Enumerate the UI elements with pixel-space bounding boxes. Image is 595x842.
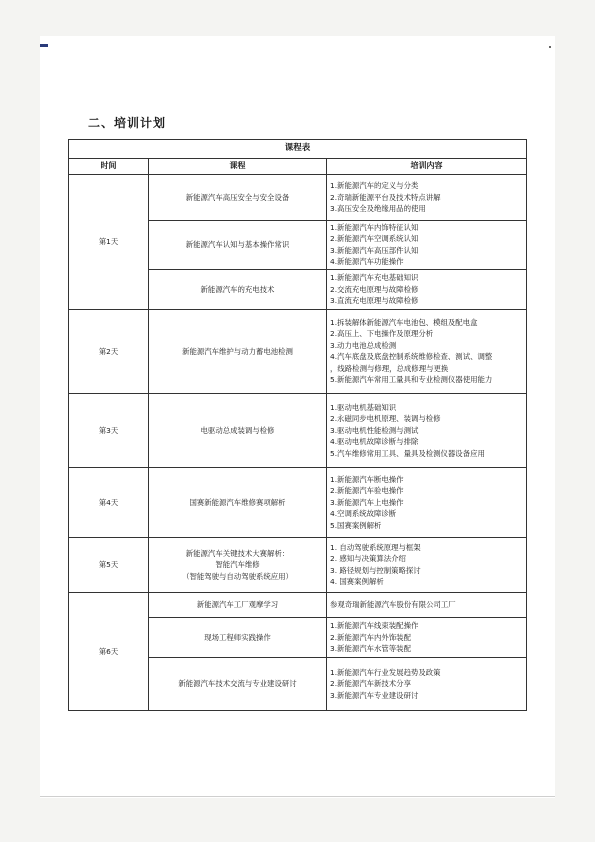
content-item: 5.国赛案例解析	[330, 520, 382, 530]
course-cell	[149, 393, 327, 467]
content-item: 4.空调系统故障诊断	[330, 509, 397, 519]
content-item: 2. 感知与决策算法介绍	[330, 554, 406, 564]
header-time: 时间	[69, 159, 149, 175]
content-item: 3.新能源汽车水管等装配	[330, 644, 411, 654]
content-item: 1.新能源汽车内饰特征认知	[330, 223, 419, 232]
day-cell: 第4天	[69, 467, 149, 537]
dot-mark	[549, 46, 551, 48]
content-item: 1.新能源汽车线束装配操作	[330, 621, 419, 631]
header-content: 培训内容	[327, 159, 527, 175]
content-item: 2.新能源汽车验电操作	[330, 486, 404, 496]
content-item: 3.新能源汽车专业建设研讨	[330, 690, 419, 700]
content-item: 2.高压上、下电操作及原理分析	[330, 329, 434, 339]
course-cell	[149, 175, 327, 221]
course-cell	[149, 592, 327, 617]
course-cell	[149, 269, 327, 309]
course-name-line: 新能源汽车技术交流与专业建设研讨	[178, 679, 297, 689]
content-item: 3.新能源汽车上电操作	[330, 497, 404, 507]
content-item: 2.交流充电原理与故障检修	[330, 284, 419, 294]
content-item: 1. 自动驾驶系统原理与框架	[330, 542, 421, 552]
course-name-line: （智能驾驶与自动驾驶系统应用）	[182, 571, 293, 581]
document-page	[40, 36, 555, 798]
day-cell: 第1天	[69, 175, 149, 310]
content-item: 3.动力电池总成检测	[330, 340, 397, 350]
course-name-line: 智能汽车维修	[215, 560, 260, 570]
content-item: 2.新能源汽车内外饰装配	[330, 632, 411, 642]
content-item: 3.高压安全及绝缘用品的使用	[330, 204, 426, 214]
course-name-line: 电驱动总成装调与检修	[200, 425, 275, 435]
content-item: 4. 国赛案例解析	[330, 577, 384, 587]
content-item: 参观奇瑞新能源汽车股份有限公司工厂	[330, 600, 456, 610]
day-cell: 第6天	[69, 592, 149, 710]
course-cell	[149, 657, 327, 710]
content-item: 5.汽车维修常用工具、量具及检测仪器设备应用	[330, 448, 485, 458]
table-row	[69, 175, 527, 221]
content-item: 2.奇瑞新能源平台及技术特点讲解	[330, 192, 441, 202]
course-cell	[149, 537, 327, 592]
content-item: 3.新能源汽车高压部件认知	[330, 245, 419, 255]
course-name-line: 新能源汽车工厂观摩学习	[196, 600, 279, 610]
course-cell	[149, 467, 327, 537]
content-cell	[327, 537, 527, 592]
content-item: 1.新能源汽车的定义与分类	[330, 181, 419, 191]
table-row	[69, 467, 527, 537]
course-name-line: 新能源汽车高压安全与安全设备	[185, 192, 290, 202]
content-cell	[327, 221, 527, 270]
course-name-line: 现场工程师实践操作	[204, 632, 271, 642]
content-item: 1.拆装解体新能源汽车电池包、模组及配电盒	[330, 317, 478, 327]
table-row	[69, 537, 527, 592]
schedule-table	[68, 139, 527, 711]
course-name-line: 新能源汽车认知与基本操作常识	[185, 240, 290, 250]
header-course: 课程	[149, 159, 327, 175]
content-cell	[327, 269, 527, 309]
content-item: 2.永磁同步电机原理、装调与检修	[330, 414, 441, 424]
content-item: 1.新能源汽车断电操作	[330, 474, 404, 484]
content-item: 4.新能源汽车功能操作	[330, 257, 404, 267]
content-cell	[327, 617, 527, 657]
course-name-line: 新能源汽车的充电技术	[200, 284, 275, 294]
course-name-line: 新能源汽车关键技术大赛解析：	[185, 548, 290, 558]
content-cell	[327, 657, 527, 710]
content-cell	[327, 309, 527, 393]
course-cell	[149, 221, 327, 270]
content-item: 3. 路径规划与控制策略探讨	[330, 565, 421, 575]
content-item: 1.新能源汽车充电基础知识	[330, 273, 419, 283]
content-item: 1.新能源汽车行业发展趋势及政策	[330, 667, 441, 677]
day-cell: 第5天	[69, 537, 149, 592]
table-row	[69, 309, 527, 393]
content-cell	[327, 592, 527, 617]
content-cell	[327, 467, 527, 537]
table-row	[69, 592, 527, 617]
corner-mark	[40, 44, 48, 47]
table-caption: 课程表	[69, 140, 527, 159]
content-item: 4.驱动电机故障诊断与排除	[330, 437, 419, 447]
content-cell	[327, 175, 527, 221]
content-item: 4.汽车底盘及底盘控制系统维修检查、测试、调整	[330, 352, 493, 362]
course-cell	[149, 617, 327, 657]
course-name-line: 新能源汽车维护与动力蓄电池检测	[182, 346, 293, 356]
content-item: 3.驱动电机性能检测与测试	[330, 425, 419, 435]
content-item: 3.直流充电原理与故障检修	[330, 296, 419, 306]
course-name-line: 国赛新能源汽车维修赛项解析	[189, 497, 286, 507]
table-row	[69, 393, 527, 467]
day-cell: 第3天	[69, 393, 149, 467]
content-item: 2.新能源汽车空调系统认知	[330, 234, 419, 244]
content-item: ，线路检测与修理，总成修理与更换	[330, 363, 449, 373]
course-cell	[149, 309, 327, 393]
content-cell	[327, 393, 527, 467]
content-item: 5.新能源汽车常用工量具和专业检测仪器使用能力	[330, 375, 493, 385]
page-bottom-line	[40, 796, 555, 797]
section-title: 二、培训计划	[88, 116, 167, 130]
content-item: 2.新能源汽车新技术分享	[330, 679, 411, 689]
content-item: 1.驱动电机基础知识	[330, 402, 397, 412]
day-cell: 第2天	[69, 309, 149, 393]
